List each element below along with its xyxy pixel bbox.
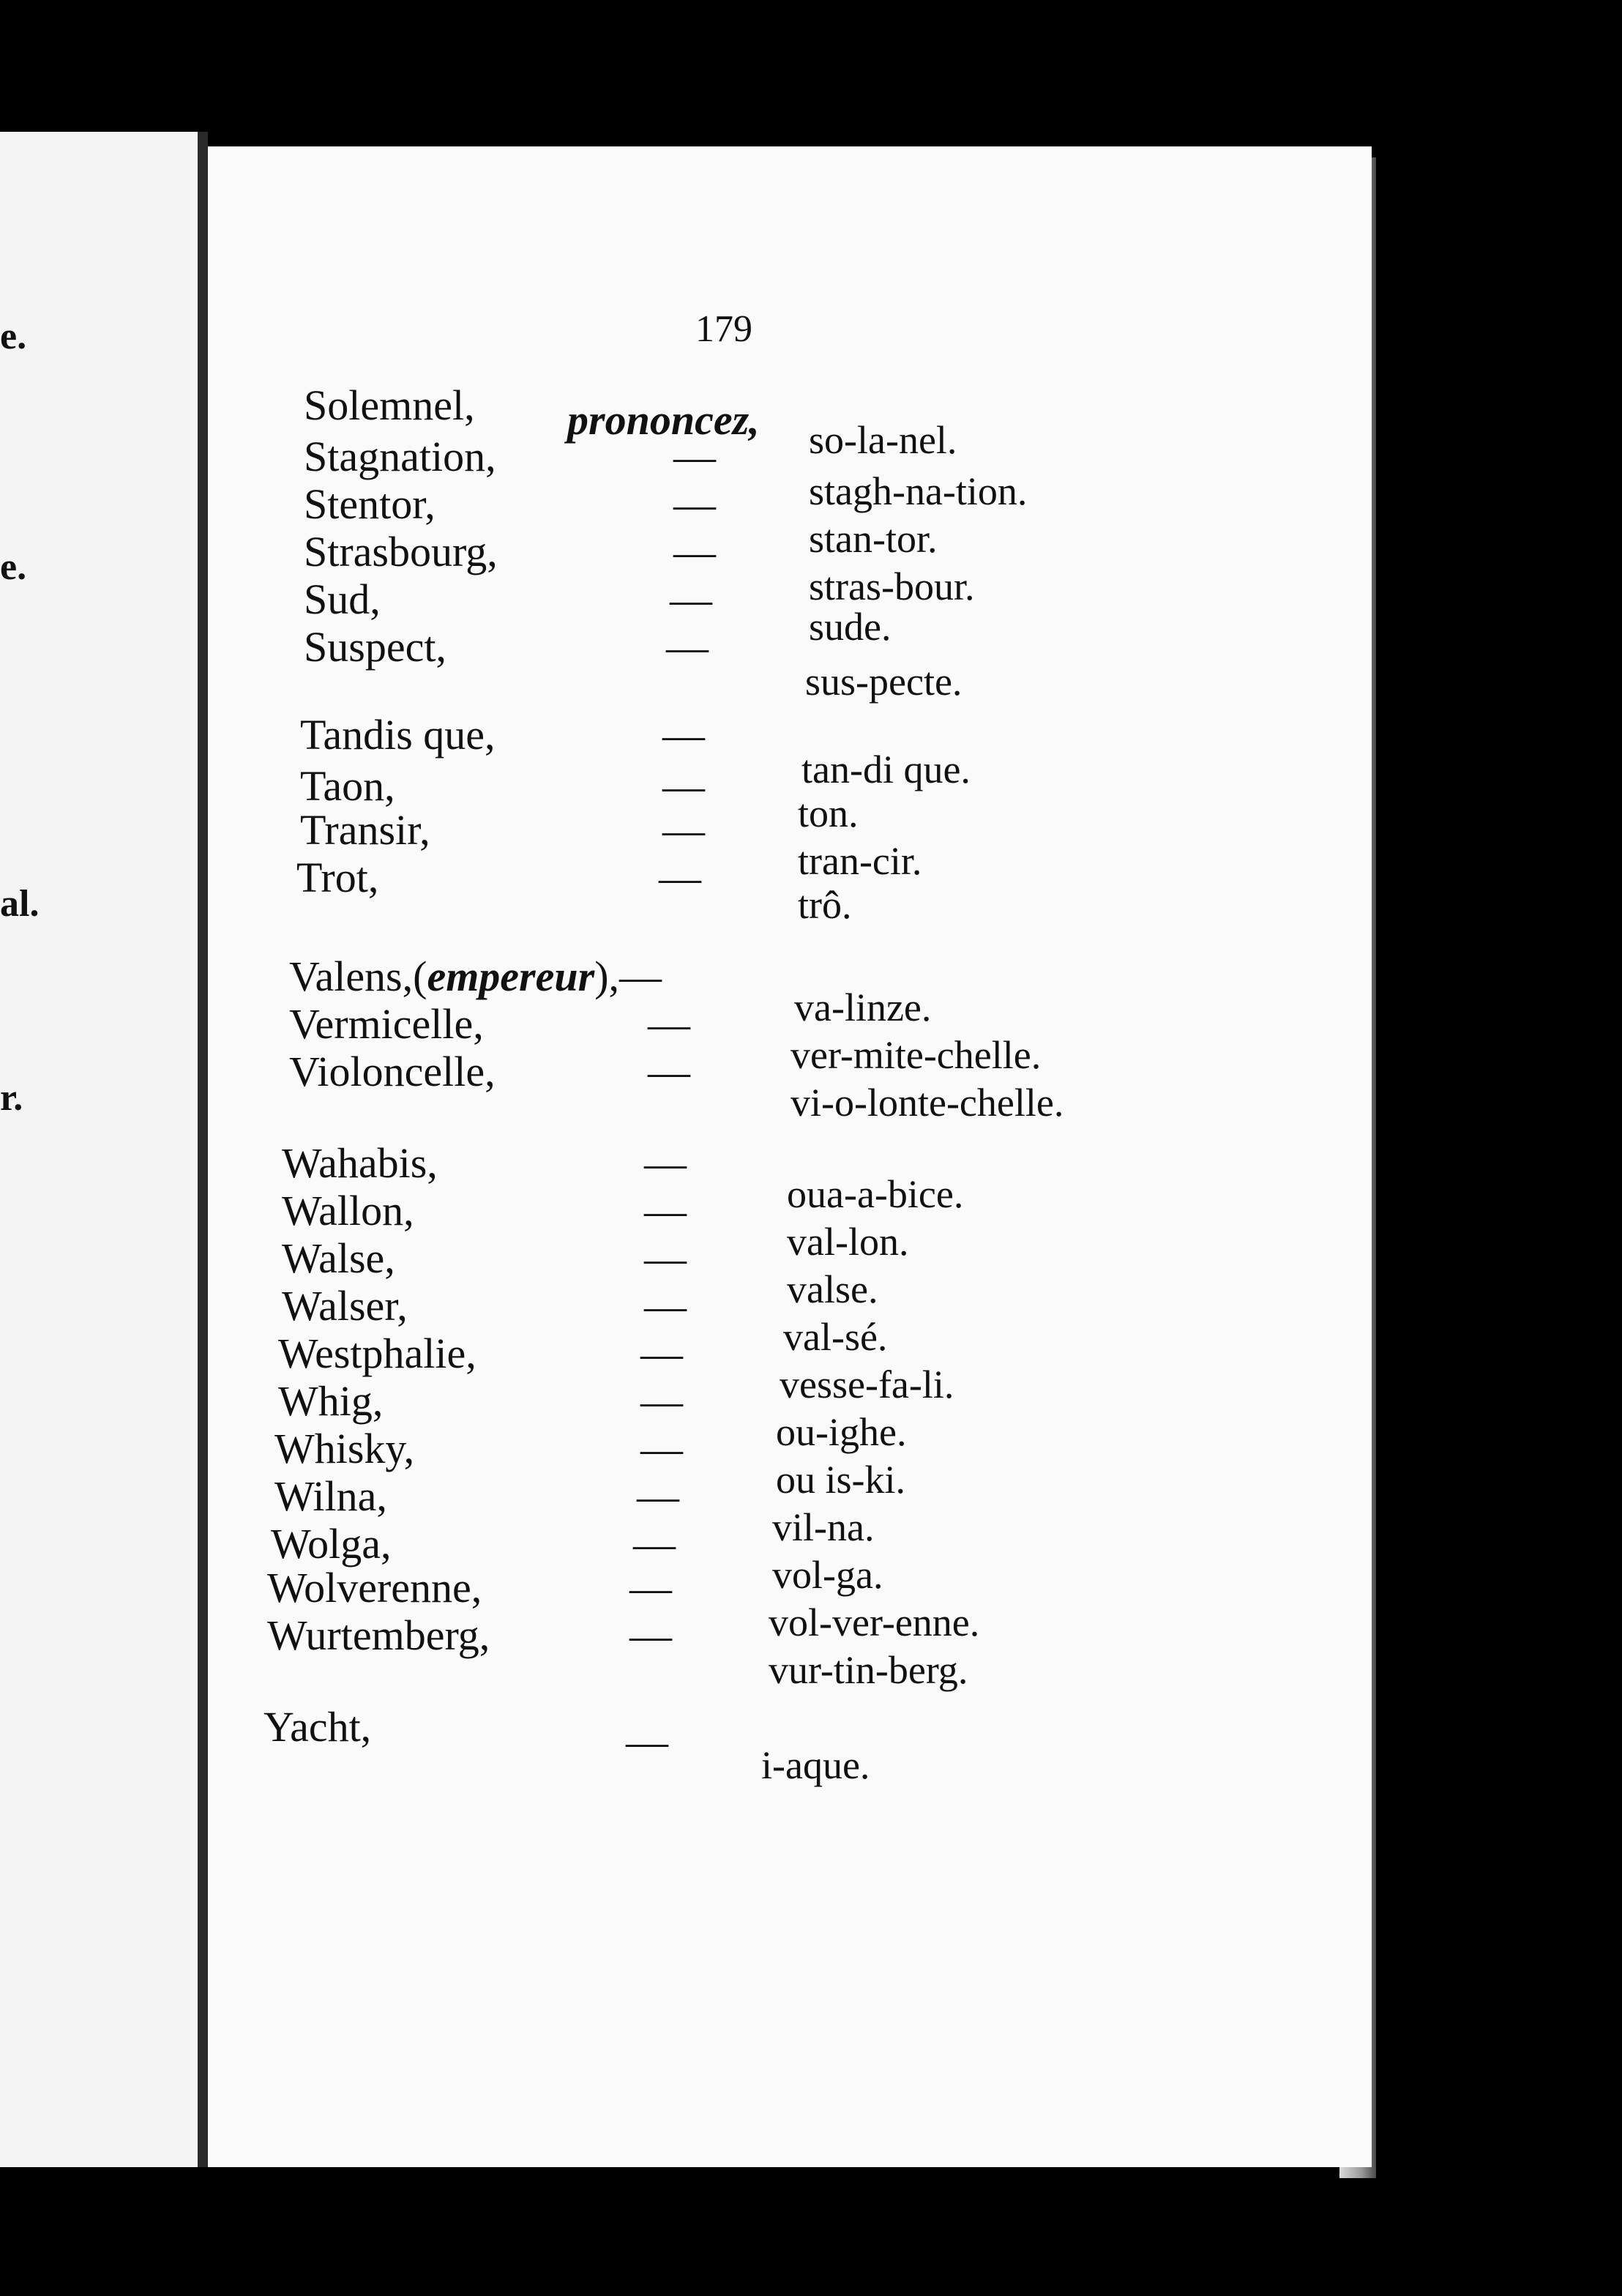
ditto-dash: — [626,1718,668,1765]
left-margin-fragment: al. [0,883,40,925]
pronunciation: ver-mite-chelle. [791,1033,1042,1077]
ditto-dash: — [644,1187,687,1234]
ditto-dash: — [637,1472,679,1520]
headword: Wolverenne, [267,1564,482,1611]
headword: Suspect, [304,623,446,671]
pronunciation: va-linze. [794,985,932,1029]
ditto-dash: — [648,1048,690,1095]
pronunciation: vi-o-lonte-chelle. [791,1081,1064,1125]
pronounce-label: prononcez, [567,396,760,444]
ditto-dash: — [648,1000,690,1048]
pronunciation: stan-tor. [809,517,938,561]
pronunciation: stagh-na-tion. [809,469,1028,513]
headword: Solemnel, [304,381,475,429]
headword: Valens,(empereur),— [289,953,662,1000]
pronunciation: i-aque. [761,1743,870,1787]
ditto-dash: — [633,1520,676,1568]
headword: Yacht, [264,1703,372,1751]
ditto-dash: — [670,575,712,623]
headword: Violoncelle, [289,1048,496,1095]
page-number: 179 [695,308,752,350]
ditto-dash: — [629,1564,672,1611]
pronunciation: vol-ga. [772,1553,883,1597]
pronunciation: ou is-ki. [776,1458,906,1502]
ditto-dash: — [673,480,716,528]
headword: Wallon, [282,1187,414,1234]
pronunciation: val-lon. [787,1220,909,1264]
pronunciation: ton. [798,791,859,835]
headword: Wilna, [274,1472,387,1520]
ditto-dash: — [640,1377,683,1425]
ditto-dash: — [640,1330,683,1377]
ditto-dash: — [659,854,701,901]
headword: Sud, [304,575,381,623]
headword: Vermicelle, [289,1000,484,1048]
pronunciation: valse. [787,1267,878,1311]
headword: Strasbourg, [304,528,498,575]
pronunciation: vol-ver-enne. [769,1600,980,1644]
headword: Walse, [282,1234,395,1282]
ditto-dash: — [644,1282,687,1330]
pronunciation: tran-cir. [798,839,922,883]
headword: Trot, [296,854,379,901]
ditto-dash: — [673,433,716,480]
pronunciation: ou-ighe. [776,1410,907,1454]
headword: Walser, [282,1282,408,1330]
pronunciation: oua-a-bice. [787,1172,964,1216]
pronunciation: so-la-nel. [809,418,957,462]
book-gutter [198,132,208,2167]
ditto-dash: — [644,1234,687,1282]
ditto-dash: — [662,806,705,854]
headword: Westphalie, [278,1330,476,1377]
headword: Wahabis, [282,1139,438,1187]
headword: Whig, [278,1377,384,1425]
headword: Tandis que, [300,711,496,758]
ditto-dash: — [629,1611,672,1659]
headword: Wolga, [271,1520,392,1568]
left-page-edge [0,132,198,2167]
pronunciation: val-sé. [783,1315,888,1359]
headword: Whisky, [274,1425,415,1472]
ditto-dash: — [662,711,705,758]
left-margin-fragment: r. [0,1077,23,1119]
headword: Taon, [300,762,395,810]
headword: Wurtemberg, [267,1611,490,1659]
pronunciation: vil-na. [772,1505,875,1549]
headword: Transir, [300,806,430,854]
ditto-dash: — [666,623,709,671]
pronunciation: stras-bour. [809,564,975,608]
pronunciation: sus-pecte. [805,660,963,704]
headword: Stentor, [304,480,436,528]
headword: Stagnation, [304,433,496,480]
pronunciation: vur-tin-berg. [769,1648,968,1692]
pronunciation: vesse-fa-li. [780,1363,954,1406]
left-margin-fragment: e. [0,546,27,588]
pronunciation: sude. [809,605,892,649]
ditto-dash: — [640,1425,683,1472]
pronunciation: tan-di que. [801,748,971,791]
ditto-dash: — [662,762,705,810]
ditto-dash: — [644,1139,687,1187]
ditto-dash: — [673,528,716,575]
left-margin-fragment: e. [0,316,27,357]
pronunciation: trô. [798,883,852,927]
